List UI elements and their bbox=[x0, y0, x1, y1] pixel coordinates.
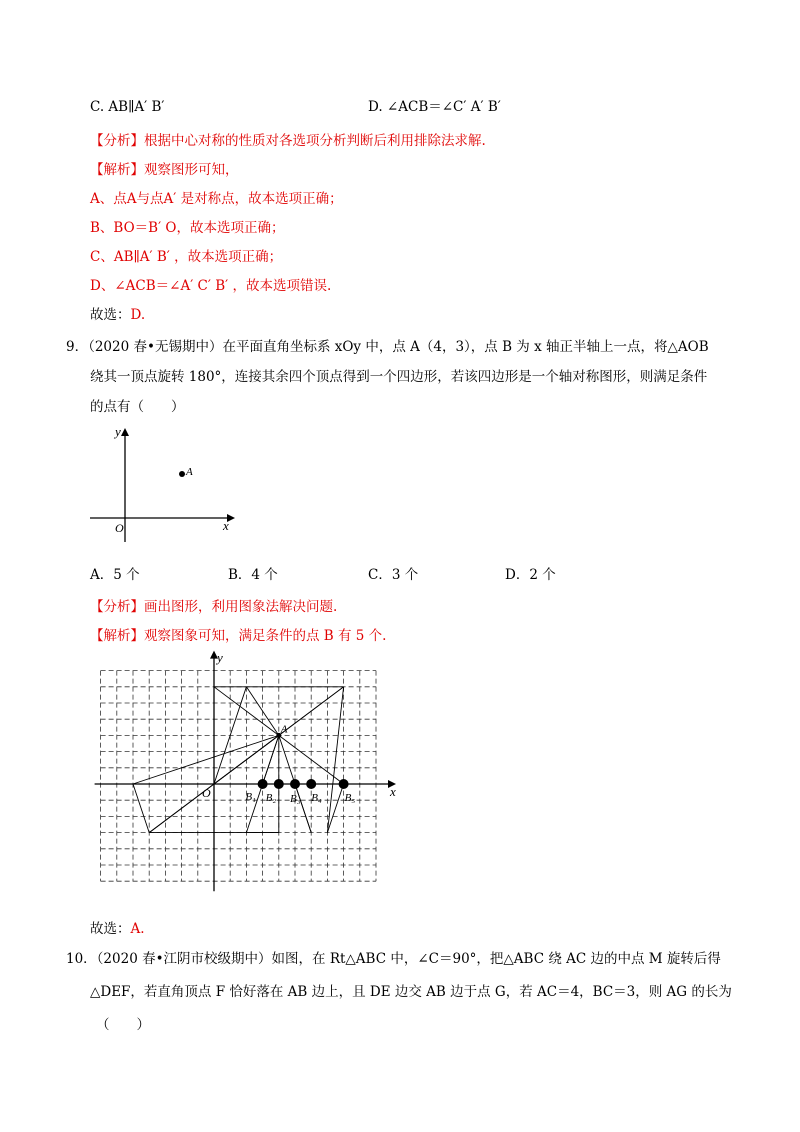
point-b bbox=[290, 779, 300, 789]
figure-segment bbox=[263, 735, 279, 784]
label-x: x bbox=[223, 518, 229, 533]
point-b bbox=[339, 779, 349, 789]
q9-coordinate-figure bbox=[85, 420, 245, 545]
q10-stem-line3: （ ） bbox=[96, 1017, 150, 1033]
y-axis-arrow-icon bbox=[121, 428, 129, 436]
point-b bbox=[306, 779, 316, 789]
q10-stem-line1: 10．（2020 春•江阴市校级期中）如图，在 Rt△ABC 中，∠C＝90°，把△ABC 绕 AC 边的中点 M 旋转后得 bbox=[66, 951, 721, 967]
q8-answer bbox=[90, 306, 145, 324]
label-b1: B₁ bbox=[245, 791, 256, 803]
label-b3: B₃ bbox=[290, 793, 301, 805]
label-x: x bbox=[390, 784, 396, 799]
figure-segment bbox=[133, 735, 279, 784]
point-a bbox=[179, 471, 185, 477]
q9-stem-line1: 9．（2020 春•无锡期中）在平面直角坐标系 xOy 中，点 A（4，3），点 B 为 x 轴正半轴上一点，将△AOB bbox=[66, 339, 709, 355]
figure-segment bbox=[327, 687, 343, 833]
q10-stem-line2: △DEF，若直角顶点 F 恰好落在 AB 边上，且 DE 边交 AB 边于点 G，若 AC＝4，BC＝3，则 AG 的长为 bbox=[90, 984, 732, 1000]
answer-label: 故选： bbox=[90, 921, 131, 937]
q9-option-b: B．4 个 bbox=[228, 567, 278, 583]
q8-jiexi-d: D、∠ACB＝∠A′ C′ B′ ，故本选项错误. bbox=[90, 278, 332, 294]
q9-option-a: A．5 个 bbox=[90, 567, 140, 583]
q8-jiexi: 【解析】观察图形可知， bbox=[90, 162, 239, 178]
label-y: y bbox=[217, 650, 223, 665]
q9-option-c: C．3 个 bbox=[368, 567, 419, 583]
label-a: A bbox=[280, 723, 288, 736]
q8-option-d: D. ∠ACB＝∠C′ A′ B′ bbox=[368, 99, 501, 115]
q9-solution-grid-figure bbox=[85, 650, 395, 900]
label-b5: B₅ bbox=[344, 792, 356, 804]
label-a: A bbox=[186, 466, 193, 478]
label-y: y bbox=[115, 424, 121, 439]
q8-option-c: C. AB∥A′ B′ bbox=[90, 99, 165, 115]
q8-jiexi-a: A、点A与点A′ 是对称点，故本选项正确； bbox=[90, 191, 343, 207]
q9-jiexi: 【解析】观察图象可知，满足条件的点 B 有 5 个. bbox=[90, 628, 387, 644]
answer-value: A. bbox=[130, 921, 145, 937]
figure-segment bbox=[295, 784, 311, 833]
q8-fenxi: 【分析】根据中心对称的性质对各选项分析判断后利用排除法求解. bbox=[90, 133, 486, 149]
point-b bbox=[274, 779, 284, 789]
label-o: O bbox=[202, 786, 211, 800]
answer-value: D. bbox=[130, 307, 146, 323]
label-b2: B₂ bbox=[265, 792, 277, 804]
answer-label: 故选： bbox=[90, 307, 131, 323]
q9-fenxi: 【分析】画出图形，利用图象法解决问题. bbox=[90, 599, 338, 615]
q9-option-d: D．2 个 bbox=[505, 567, 556, 583]
q9-stem-line3: 的点有（ ） bbox=[90, 399, 185, 415]
label-b4: B₄ bbox=[311, 792, 322, 804]
point-b bbox=[258, 779, 268, 789]
label-o: O bbox=[115, 521, 124, 535]
q8-jiexi-b: B、BO＝B′ O，故本选项正确； bbox=[90, 220, 285, 236]
q9-answer bbox=[90, 920, 145, 938]
figure-segment bbox=[133, 784, 149, 833]
q9-stem-line2: 绕其一顶点旋转 180°，连接其余四个顶点得到一个四边形，若该四边形是一个轴对称图形，则满足条件 bbox=[90, 369, 708, 385]
q8-jiexi-c: C、AB∥A′ B′ ，故本选项正确； bbox=[90, 249, 283, 265]
